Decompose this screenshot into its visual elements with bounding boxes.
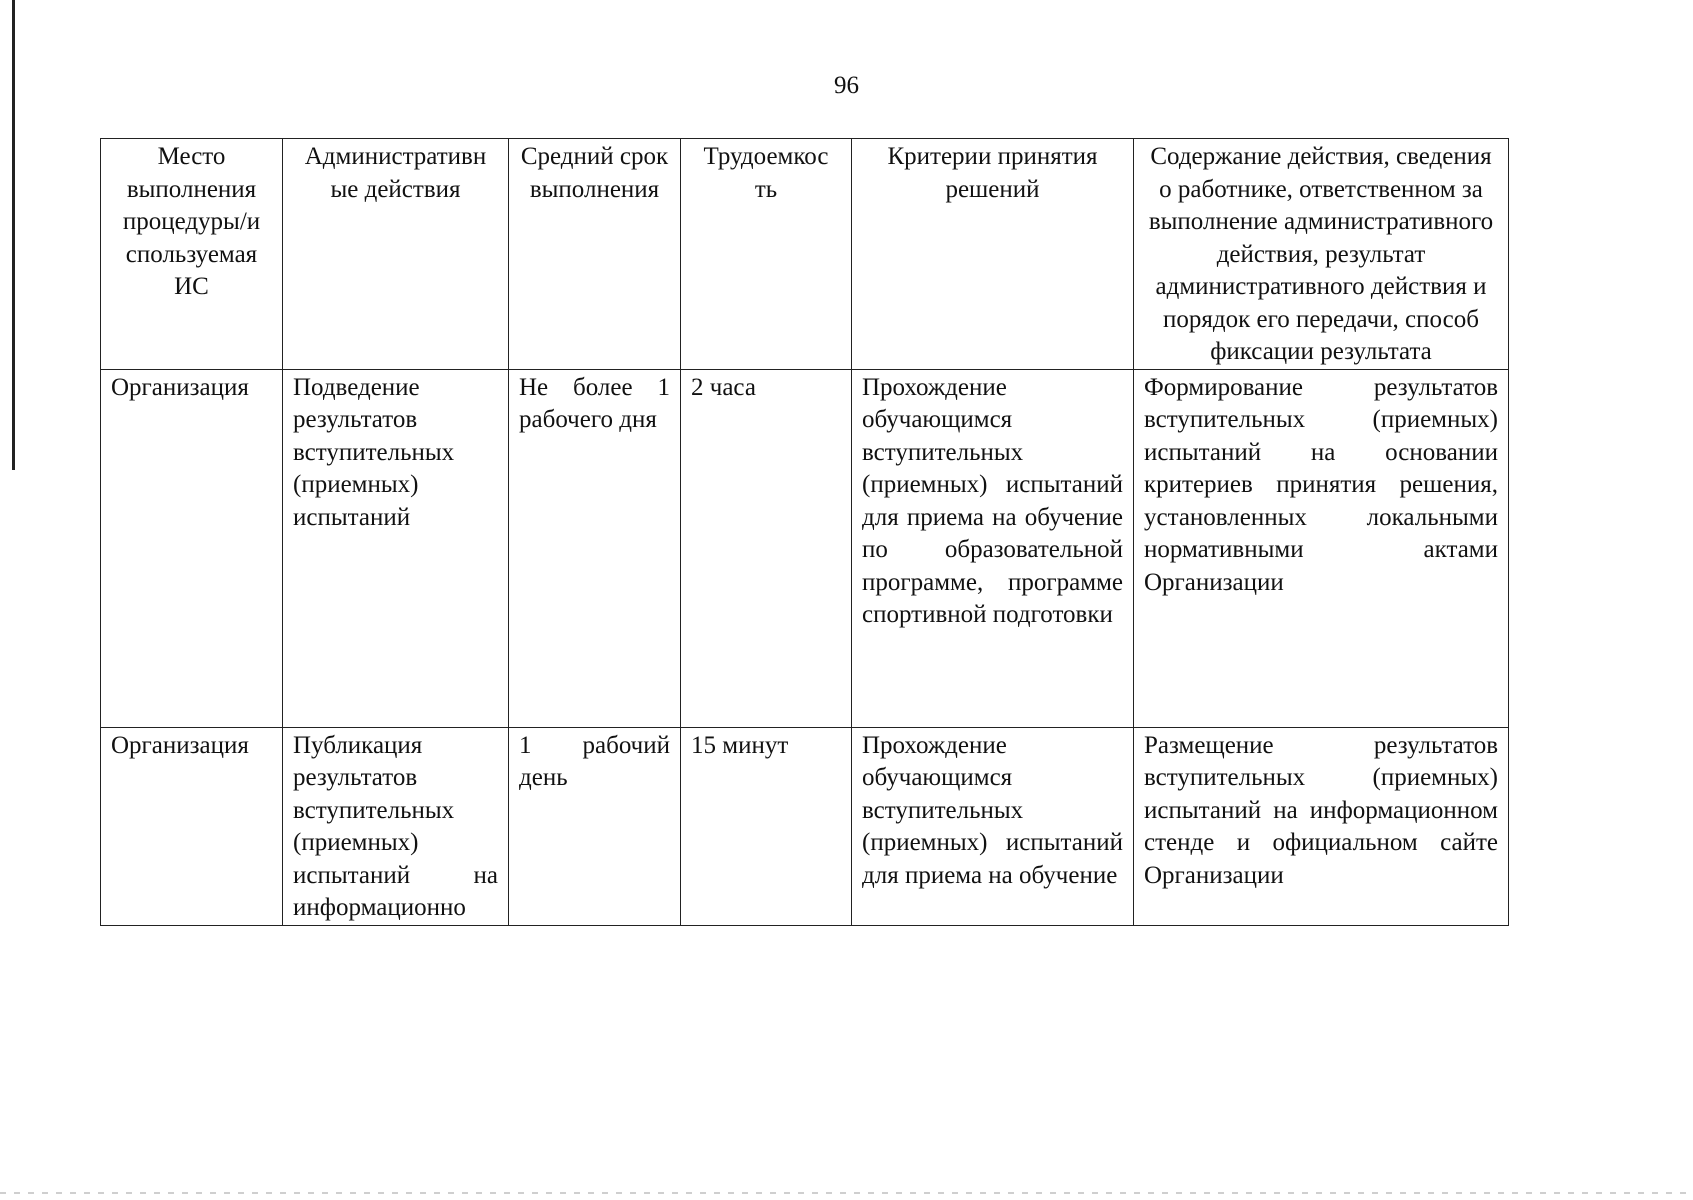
table-header-row <box>101 139 1509 370</box>
page-number: 96 <box>834 72 859 99</box>
cell-content: Формирование результатов вступительных (приемных) испытаний на основании критериев принятия решения, установленных локальными нормативными актами Организации <box>1134 369 1509 727</box>
cell-content: Размещение результатов вступительных (приемных) испытаний на информационном стенде и официальном сайте Организации <box>1134 727 1509 925</box>
table-row <box>101 369 1509 727</box>
left-margin-line <box>12 0 15 470</box>
cell-labor: 15 минут <box>681 727 852 925</box>
cell-place: Организация <box>101 369 283 727</box>
header-place: Место выполнения процедуры/и спользуемая ИС <box>101 139 283 370</box>
procedure-table <box>100 138 1509 926</box>
cell-action: Публикация результатов вступительных (приемных) испытаний на информационно <box>283 727 509 925</box>
header-action: Административн ые действия <box>283 139 509 370</box>
header-term: Средний срок выполнения <box>509 139 681 370</box>
cell-term: Не более 1 рабочего дня <box>509 369 681 727</box>
header-content: Содержание действия, сведения о работнике, ответственном за выполнение административного действия, результат административного действия и порядок его передачи, способ фиксации результата <box>1134 139 1509 370</box>
cell-term: 1 рабочий день <box>509 727 681 925</box>
cell-labor: 2 часа <box>681 369 852 727</box>
scan-noise-line <box>0 1192 1693 1194</box>
cell-place: Организация <box>101 727 283 925</box>
table-row <box>101 727 1509 925</box>
cell-criteria: Прохождение обучающимся вступительных (приемных) испытаний для приема на обучение по образовательной программе, программе спортивной подготовки <box>852 369 1134 727</box>
cell-criteria: Прохождение обучающимся вступительных (приемных) испытаний для приема на обучение <box>852 727 1134 925</box>
header-criteria: Критерии принятия решений <box>852 139 1134 370</box>
cell-action: Подведение результатов вступительных (приемных) испытаний <box>283 369 509 727</box>
header-labor: Трудоемкос ть <box>681 139 852 370</box>
